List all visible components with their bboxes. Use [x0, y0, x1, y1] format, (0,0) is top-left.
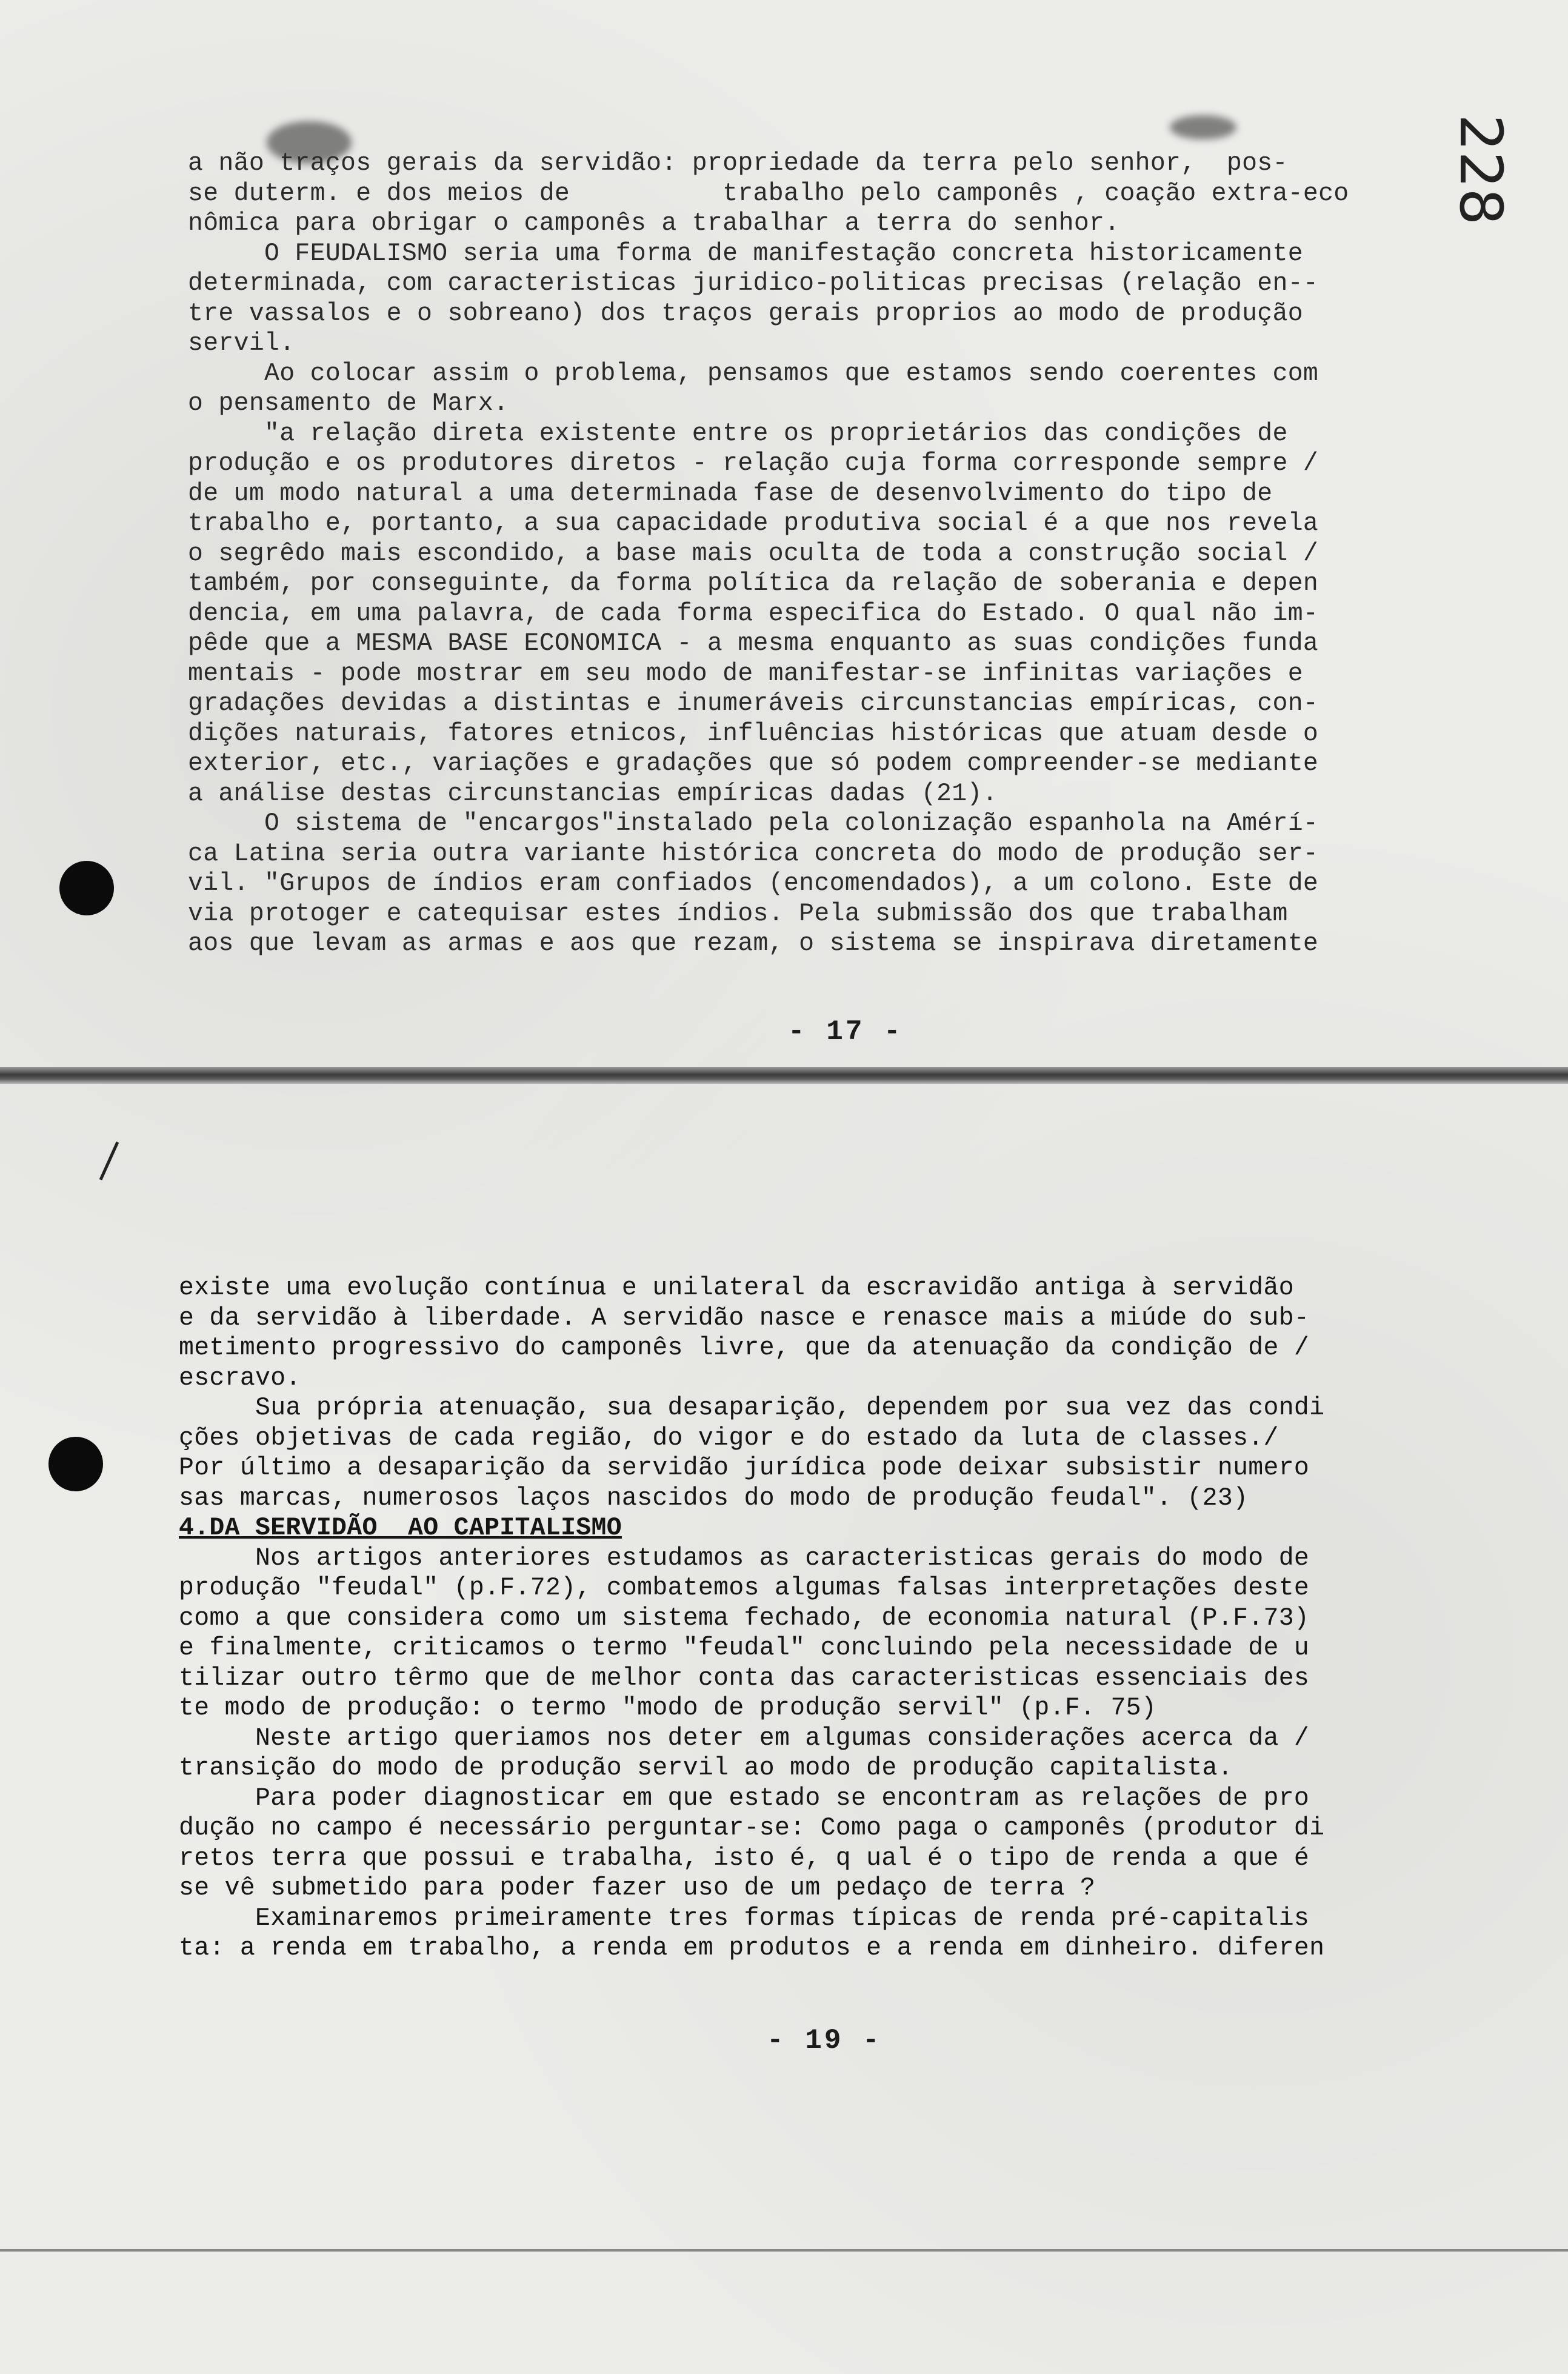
punch-hole — [48, 1437, 103, 1491]
text-line: tre vassalos e o sobreano) dos traços gerais proprios ao modo de produção — [188, 299, 1303, 328]
text-line: exterior, etc., variações e gradações que só podem compreender-se mediante — [188, 749, 1319, 778]
text-line: determinada, com caracteristicas juridico-politicas precisas (relação en-- — [188, 269, 1319, 298]
page-17-number: - 17 - — [788, 1016, 903, 1048]
text-line: Nos artigos anteriores estudamos as caracteristicas gerais do modo de — [179, 1543, 1310, 1573]
text-line: a não traços gerais da servidão: propriedade da terra pelo senhor, pos- — [188, 149, 1288, 178]
page-19-scan — [0, 1079, 1568, 2374]
text-line: o segrêdo mais escondido, a base mais oculta de toda a construção social / — [188, 539, 1319, 568]
text-line: Sua própria atenuação, sua desaparição, dependem por sua vez das condi — [179, 1394, 1325, 1422]
text-line: existe uma evolução contínua e unilateral da escravidão antiga à servidão — [179, 1274, 1294, 1302]
text-line: te modo de produção: o termo "modo de produção servil" (p.F. 75) — [179, 1694, 1157, 1722]
section-heading: 4.DA SERVIDÃO AO CAPITALISMO — [179, 1514, 622, 1542]
text-line: se vê submetido para poder fazer uso de um pedaço de terra ? — [179, 1874, 1096, 1902]
text-line: ta: a renda em trabalho, a renda em produtos e a renda em dinheiro. diferen — [179, 1934, 1325, 1962]
text-line: Neste artigo queriamos nos deter em algumas considerações acerca da / — [179, 1724, 1310, 1753]
text-line: dencia, em uma palavra, de cada forma especifica do Estado. O qual não im- — [188, 599, 1319, 628]
text-line: e da servidão à liberdade. A servidão nasce e renasce mais a miúde do sub- — [179, 1303, 1310, 1332]
text-line: produção e os produtores diretos - relação cuja forma corresponde sempre / — [188, 449, 1319, 478]
text-line: via protoger e catequisar estes índios. Pela submissão dos que trabalham — [188, 899, 1288, 928]
text-line: O FEUDALISMO seria uma forma de manifestação concreta historicamente — [188, 239, 1303, 268]
text-line: Ao colocar assim o problema, pensamos que estamos sendo coerentes com — [188, 359, 1319, 388]
text-line: a análise destas circunstancias empíricas dadas (21). — [188, 779, 998, 808]
text-line: trabalho e, portanto, a sua capacidade produtiva social é a que nos revela — [188, 509, 1319, 538]
text-line: Examinaremos primeiramente tres formas típicas de renda pré-capitalis — [179, 1904, 1310, 1933]
text-line: aos que levam as armas e aos que rezam, o sistema se inspirava diretamente — [188, 929, 1319, 958]
text-line: se duterm. e dos meios de trabalho pelo camponês , coação extra-eco — [188, 179, 1349, 208]
text-line: metimento progressivo do camponês livre, que da atenuação da condição de / — [179, 1334, 1310, 1362]
text-line: vil. "Grupos de índios eram confiados (encomendados), a um colono. Este de — [188, 869, 1319, 898]
page-19-number: - 19 - — [767, 2025, 882, 2056]
text-line: nômica para obrigar o camponês a trabalhar a terra do senhor. — [188, 209, 1120, 238]
text-line: dução no campo é necessário perguntar-se: Como paga o camponês (produtor di — [179, 1814, 1325, 1842]
text-line: sas marcas, numerosos laços nascidos do modo de produção feudal". (23) — [179, 1483, 1249, 1513]
text-line: Para poder diagnosticar em que estado se encontram as relações de pro — [179, 1784, 1310, 1813]
text-line: e finalmente, criticamos o termo "feudal" concluindo pela necessidade de u — [179, 1634, 1310, 1662]
text-line: também, por conseguinte, da forma política da relação de soberania e depen — [188, 569, 1319, 598]
text-line: "a relação direta existente entre os proprietários das condições de — [188, 419, 1288, 448]
bottom-scan-edge — [0, 2249, 1568, 2252]
punch-hole — [59, 861, 114, 915]
page-17-scan — [0, 0, 1568, 1067]
text-line: o pensamento de Marx. — [188, 389, 509, 418]
text-line: como a que considera como um sistema fechado, de economia natural (P.F.73) — [179, 1603, 1310, 1633]
text-line: servil. — [188, 329, 295, 358]
text-line: de um modo natural a uma determinada fase de desenvolvimento do tipo de — [188, 479, 1273, 508]
page-17-body — [188, 149, 1418, 959]
text-line: dições naturais, fatores etnicos, influências históricas que atuam desde o — [188, 719, 1319, 748]
text-line: ca Latina seria outra variante histórica concreta do modo de produção ser- — [188, 839, 1319, 868]
text-line: O sistema de "encargos"instalado pela colonização espanhola na Amérí- — [188, 809, 1319, 838]
text-line: escravo. — [179, 1363, 301, 1393]
text-line: produção "feudal" (p.F.72), combatemos algumas falsas interpretações deste — [179, 1574, 1310, 1602]
archive-number-text: 228 — [1447, 114, 1515, 226]
text-line: retos terra que possui e trabalha, isto é, q ual é o tipo de renda a que é — [179, 1844, 1310, 1873]
text-line: Por último a desaparição da servidão jurídica pode deixar subsistir numero — [179, 1454, 1310, 1482]
text-line: ções objetivas de cada região, do vigor e do estado da luta de classes./ — [179, 1423, 1279, 1453]
text-line: tilizar outro têrmo que de melhor conta das caracteristicas essenciais des — [179, 1663, 1310, 1693]
page-19-body — [179, 1273, 1409, 1964]
text-line: pêde que a MESMA BASE ECONOMICA - a mesma enquanto as suas condições funda — [188, 629, 1319, 658]
text-line: gradações devidas a distintas e inumeráveis circunstancias empíricas, con- — [188, 689, 1319, 718]
text-line: transição do modo de produção servil ao modo de produção capitalista. — [179, 1754, 1233, 1782]
text-line: mentais - pode mostrar em seu modo de manifestar-se infinitas variações e — [188, 659, 1303, 688]
